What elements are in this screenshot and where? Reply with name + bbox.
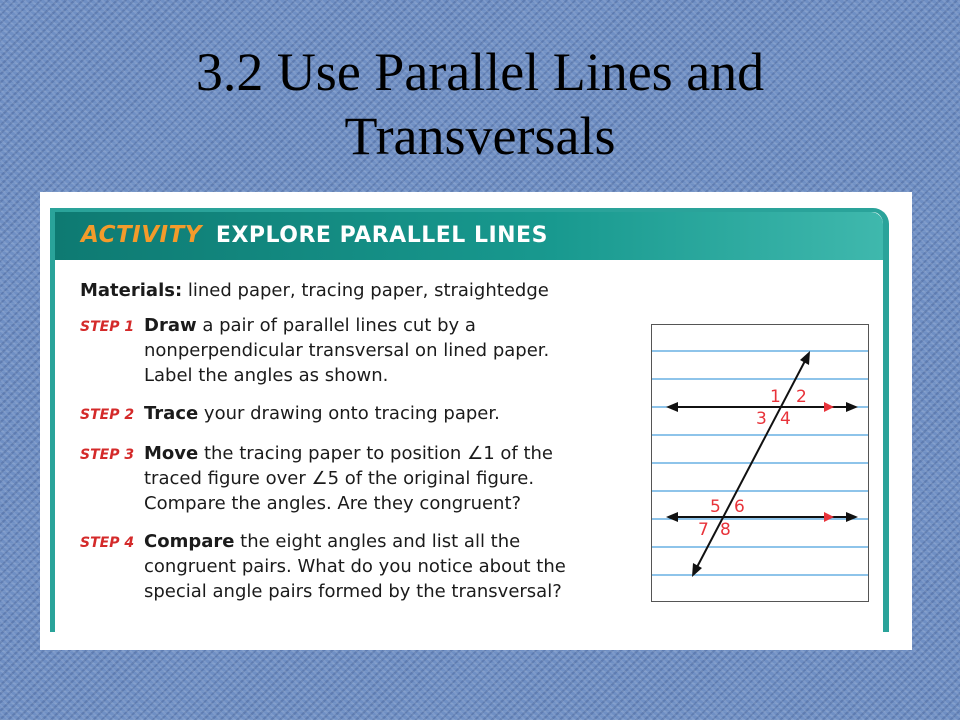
step-body: of the traced figure over xyxy=(144,443,553,489)
step-body: the tracing paper to position xyxy=(198,443,468,464)
activity-banner xyxy=(55,212,883,260)
step-text xyxy=(144,529,600,604)
activity-title: EXPLORE PARALLEL LINES xyxy=(215,223,548,248)
lined-paper-lines xyxy=(652,351,868,575)
angle-label-4: 4 xyxy=(780,409,791,429)
parallel-mark xyxy=(824,512,834,522)
activity-frame xyxy=(50,208,889,632)
materials-label: Materials: xyxy=(80,280,183,301)
angle-label-7: 7 xyxy=(698,520,709,540)
activity-content xyxy=(80,278,600,617)
arrowhead-left xyxy=(666,512,678,522)
materials-line xyxy=(80,278,600,303)
step-verb: Trace xyxy=(144,403,199,424)
banner-text xyxy=(81,222,548,248)
step-label: STEP 3 xyxy=(80,447,135,463)
step-label: STEP 1 xyxy=(80,319,135,335)
slide-title xyxy=(0,40,960,168)
slide-title-line2: Transversals xyxy=(344,106,616,166)
step-label: STEP 2 xyxy=(80,407,135,423)
activity-label: ACTIVITY xyxy=(81,222,202,248)
step-1 xyxy=(80,313,600,388)
step-body: your drawing onto tracing paper. xyxy=(198,403,500,424)
transversal-diagram xyxy=(652,325,868,601)
step-2 xyxy=(80,401,600,428)
step-body: of the original figure. Compare the angles. Are they congruent? xyxy=(144,468,535,514)
step-4 xyxy=(80,529,600,604)
angle-label-8: 8 xyxy=(720,520,731,540)
step-label: STEP 4 xyxy=(80,535,135,551)
materials-text: lined paper, tracing paper, straightedge xyxy=(187,280,549,301)
arrowhead-left xyxy=(666,402,678,412)
step-text xyxy=(144,441,600,516)
step-verb: Move xyxy=(144,443,199,464)
parallel-mark xyxy=(824,402,834,412)
arrowhead-right xyxy=(846,512,858,522)
arrowhead-right xyxy=(846,402,858,412)
step-verb: Draw xyxy=(144,315,197,336)
transversal-figure xyxy=(651,324,869,602)
angle-symbol: ∠1 xyxy=(467,443,495,464)
angle-label-2: 2 xyxy=(796,387,807,407)
angle-label-3: 3 xyxy=(756,409,767,429)
transversal-line xyxy=(696,359,806,569)
angle-symbol: ∠5 xyxy=(311,468,340,489)
step-text xyxy=(144,313,600,388)
slide-title-line1: 3.2 Use Parallel Lines and xyxy=(195,42,765,102)
step-body: the eight angles and list all the congruent pairs. What do you notice about the special angle pairs formed by the transversal? xyxy=(144,531,566,602)
angle-label-1: 1 xyxy=(770,387,781,407)
angle-label-6: 6 xyxy=(734,497,745,517)
step-text xyxy=(144,401,600,428)
step-3 xyxy=(80,441,600,516)
angle-label-5: 5 xyxy=(710,497,721,517)
step-body: a pair of parallel lines cut by a nonperpendicular transversal on lined paper. Label the angles as shown. xyxy=(144,315,550,386)
step-verb: Compare xyxy=(144,531,235,552)
activity-panel xyxy=(40,192,912,650)
